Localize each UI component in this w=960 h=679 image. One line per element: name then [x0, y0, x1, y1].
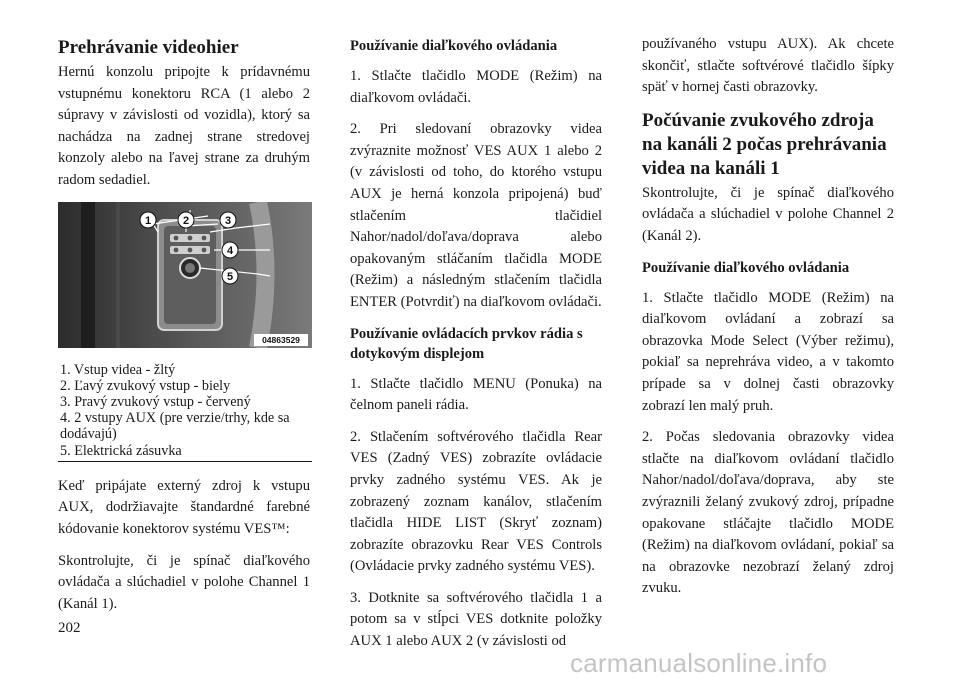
callout-5: 5 — [226, 270, 234, 283]
caption-item: 2. Ľavý zvukový vstup - biely — [60, 377, 231, 394]
subheading-remote-2: Používanie diaľkového ovládania — [642, 259, 850, 276]
watermark: carmanualsonline.info — [570, 648, 828, 678]
paragraph-step: 1. Stlačte tlačidlo MENU (Ponuka) na čelnom paneli rádia. — [350, 375, 602, 414]
figure-captions — [58, 362, 310, 459]
paragraph-color-coding: Keď pripájate externý zdroj k vstupu AUX, dodržiavajte štandardné farebné kódovanie konektorov systému VES™: — [58, 477, 310, 537]
caption-item: 4. 2 vstupy AUX (pre verzie/trhy, kde sa dodávajú) — [60, 410, 290, 443]
paragraph-step: 2. Počas sledovania obrazovky videa stlačte na diaľkovom ovládaní tlačidlo Nahor/nadol/doľava/doprava, aby ste zvýraznili želaný zvukový zdroj, prípadne opakovane stláčajte tlačidlo MODE (Režim) na diaľkovom ovládaní, pokiaľ sa na obrazovke nezobrazí želaný zdroj zvuku. — [642, 429, 894, 597]
paragraph-step: 2. Pri sledovaní obrazovky videa zvýraznite možnosť VES AUX 1 alebo 2 (v závislosti od toho, do ktorého vstupu AUX je herná konzola pripojená) buď stlačením tlačidiel Nahor/nadol/doľava/doprava alebo opakovaným stláčaním tlačidla MODE (Režim) a následným stlačením tlačidla ENTER (Potvrdiť) na diaľkovom ovládači. — [350, 121, 602, 310]
caption-item: 3. Pravý zvukový vstup - červený — [60, 393, 251, 410]
paragraph-step: 3. Dotknite sa softvérového tlačidla 1 a potom sa v stĺpci VES dotknite položky AUX 1 alebo AUX 2 (v závislosti od — [350, 589, 602, 650]
rca-panel-illustration — [58, 202, 312, 348]
paragraph-channel-1: Skontrolujte, či je spínač diaľkového ovládača a slúchadiel v polohe Channel 1 (Kanál 1). — [58, 552, 310, 612]
caption-item: 5. Elektrická zásuvka — [60, 442, 182, 459]
figure-rca-inputs — [58, 202, 312, 348]
paragraph-channel-2: Skontrolujte, či je spínač diaľkového ovládača a slúchadiel v polohe Channel 2 (Kanál 2). — [642, 184, 894, 244]
figure-code: 04863529 — [262, 334, 300, 345]
column-3 — [642, 34, 894, 610]
page-number: 202 — [58, 620, 81, 636]
paragraph-connect-console: Hernú konzolu pripojte k prídavnému vstupnému konektoru RCA (1 alebo 2 súpravy v závislosti od vozidla), ktorý sa nachádza na zadnej strane stredovej konzoly alebo na ľavej strane za druhým radom sedadiel. — [58, 64, 310, 188]
paragraph-step: 1. Stlačte tlačidlo MODE (Režim) na diaľkovom ovládači. — [350, 68, 602, 106]
caption-rule — [58, 461, 312, 462]
callout-3: 3 — [224, 214, 232, 227]
caption-item: 1. Vstup videa - žltý — [60, 361, 176, 378]
column-2 — [350, 36, 602, 663]
column-1 — [58, 36, 310, 625]
subheading-remote: Používanie diaľkového ovládania — [350, 38, 558, 54]
callout-1: 1 — [144, 214, 152, 227]
section-heading-channel-2: Počúvanie zvukového zdroja na kanáli 2 počas prehrávania videa na kanáli 1 — [642, 109, 887, 179]
paragraph-step: 1. Stlačte tlačidlo MODE (Režim) na diaľkovom ovládaní a zobrazí sa obrazovka Mode Select (Výber režimu), pokiaľ sa neprehráva video, a v takomto prípade sa v dolnej časti obrazovky zobrazí len malý pruh. — [642, 289, 894, 414]
paragraph-continued: používaného vstupu AUX). Ak chcete skončiť, stlačte softvérové tlačidlo šípky späť v hornej časti obrazovky. — [642, 36, 894, 96]
subheading-touchscreen: Používanie ovládacích prvkov rádia s dotykovým displejom — [350, 325, 583, 362]
paragraph-step: 2. Stlačením softvérového tlačidla Rear VES (Zadný VES) zobrazíte ovládacie prvky zadného systému VES. Ak je zobrazený zoznam kanálov, stlačením tlačidla HIDE LIST (Skryť zoznam) zobrazíte obrazovku Rear VES Controls (Ovládacie prvky zadného systému VES). — [350, 428, 602, 575]
callout-4: 4 — [226, 244, 234, 257]
section-heading-video-games: Prehrávanie videohier — [58, 37, 239, 58]
callout-2: 2 — [182, 214, 190, 227]
